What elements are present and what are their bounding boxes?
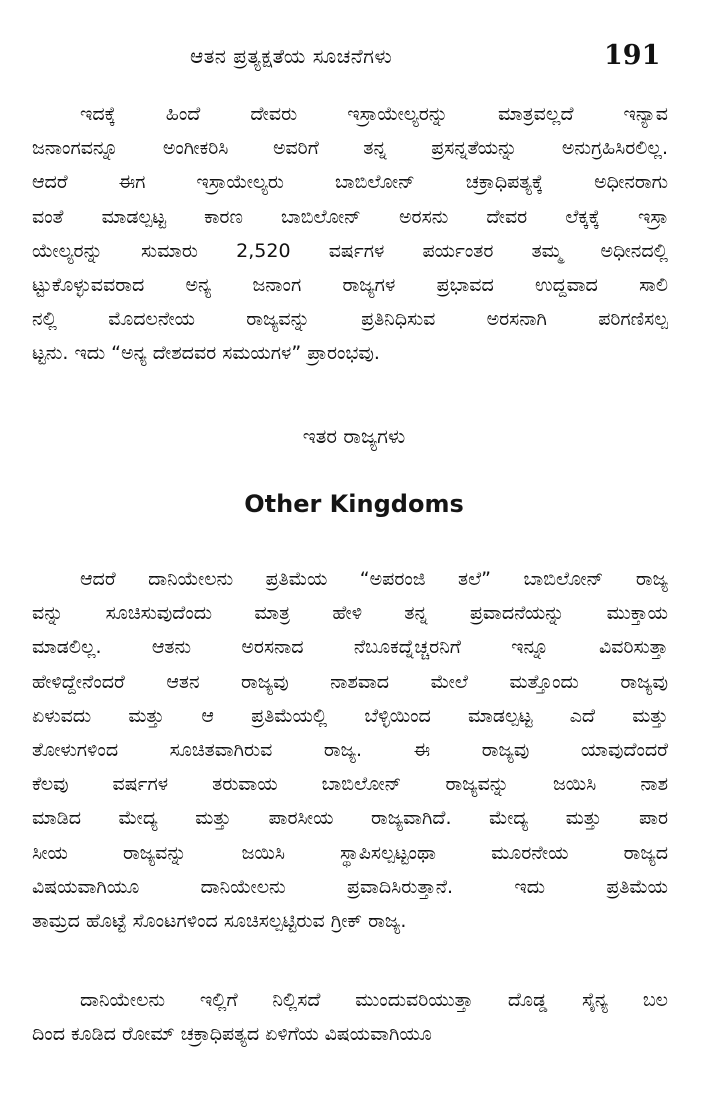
text-line: ಟ್ಟುಕೊಳ್ಳುವವರಾದ ಅನ್ಯ ಜನಾಂಗ ರಾಜ್ಯಗಳ ಪ್ರಭಾವದ ಉದ್ದವಾದ ಸಾಲಿ [32, 273, 668, 296]
running-title: ಆತನ ಪ್ರತ್ಯಕ್ಷತೆಯ ಸೂಚನೆಗಳು [190, 44, 393, 68]
running-header [0, 40, 708, 80]
text-line: ಆದರೆ ದಾನಿಯೇಲನು ಪ್ರತಿಮೆಯ “ಅಪರಂಜಿ ತಲೆ” ಬಾಬಿಲೋನ್ ರಾಜ್ಯ [80, 568, 668, 590]
section-heading-english: Other Kingdoms [244, 490, 464, 518]
text-line: ವಂತೆ ಮಾಡಲ್ಪಟ್ಟ ಕಾರಣ ಬಾಬಿಲೋನ್ ಅರಸನು ದೇವರ ಲೆಕ್ಕಕ್ಕೆ ಇಸ್ರಾ [32, 205, 668, 228]
text-line: ಜನಾಂಗವನ್ನೂ ಅಂಗೀಕರಿಸಿ ಅವರಿಗೆ ತನ್ನ ಪ್ರಸನ್ನತೆಯನ್ನು ಅನುಗ್ರಹಿಸಿರಲಿಲ್ಲ. [32, 137, 668, 160]
text-line: ನಲ್ಲಿ ಮೊದಲನೇಯ ರಾಜ್ಯವನ್ನು ಪ್ರತಿನಿಧಿಸುವ ಅರಸನಾಗಿ ಪರಿಗಣಿಸಲ್ಪ [32, 308, 668, 331]
text-line: ದಿಂದ ಕೂಡಿದ ರೋಮ್ ಚಕ್ರಾಧಿಪತ್ಯದ ಏಳಿಗೆಯ ವಿಷಯವಾಗಿಯೂ [32, 1023, 432, 1046]
text-line: ವನ್ನು ಸೂಚಿಸುವುದೆಂದು ಮಾತ್ರ ಹೇಳಿ ತನ್ನ ಪ್ರವಾದನೆಯನ್ನು ಮುಕ್ತಾಯ [32, 602, 668, 625]
text-line: ಕೆಲವು ವರ್ಷಗಳ ತರುವಾಯ ಬಾಬಿಲೋನ್ ರಾಜ್ಯವನ್ನು ಜಯಿಸಿ ನಾಶ [32, 773, 668, 796]
text-line: ಆದರೆ ಈಗ ಇಸ್ರಾಯೇಲ್ಯರು ಬಾಬಿಲೋನ್ ಚಕ್ರಾಧಿಪತ್ಯಕ್ಕೆ ಅಧೀನರಾಗು [32, 171, 668, 194]
paragraph-3 [32, 983, 668, 1051]
text-line: ಮಾಡಲಿಲ್ಲ. ಆತನು ಅರಸನಾದ ನೆಬೂಕದ್ನೆಚ್ಚರನಿಗೆ ಇನ್ನೂ ವಿವರಿಸುತ್ತಾ [32, 636, 668, 659]
text-line: ಸೀಯ ರಾಜ್ಯವನ್ನು ಜಯಿಸಿ ಸ್ಥಾಪಿಸಲ್ಪಟ್ಟಂಥಾ ಮೂರನೇಯ ರಾಜ್ಯದ [32, 841, 668, 864]
section-heading-kannada: ಇತರ ರಾಜ್ಯಗಳು [302, 424, 406, 448]
text-line: ಯೇಲ್ಯರನ್ನು ಸುಮಾರು 2,520 ವರ್ಷಗಳ ಪರ್ಯಂತರ ತಮ್ಮ ಅಧೀನದಲ್ಲಿ [32, 239, 668, 262]
text-line: ಟ್ಟನು. ಇದು “ಅನ್ಯ ದೇಶದವರ ಸಮಯಗಳ” ಪ್ರಾರಂಭವು. [32, 342, 380, 365]
page-number: 191 [604, 40, 661, 71]
text-line: ಮಾಡಿದ ಮೇದ್ಯ ಮತ್ತು ಪಾರಸೀಯ ರಾಜ್ಯವಾಗಿದೆ. ಮೇದ್ಯ ಮತ್ತು ಪಾರ [32, 807, 668, 830]
paragraph-1 [32, 97, 668, 371]
text-line: ವಿಷಯವಾಗಿಯೂ ದಾನಿಯೇಲನು ಪ್ರವಾದಿಸಿರುತ್ತಾನೆ. ಇದು ಪ್ರತಿಮೆಯ [32, 875, 668, 898]
text-line: ಇದಕ್ಕೆ ಹಿಂದೆ ದೇವರು ಇಸ್ರಾಯೇಲ್ಯರನ್ನು ಮಾತ್ರವಲ್ಲದೆ ಇನ್ಯಾವ [80, 103, 668, 125]
text-line: ಏಳುವದು ಮತ್ತು ಆ ಪ್ರತಿಮೆಯಲ್ಲಿ ಬೆಳ್ಳಿಯಿಂದ ಮಾಡಲ್ಪಟ್ಟ ಎದೆ ಮತ್ತು [32, 704, 668, 727]
text-line: ತೋಳುಗಳಿಂದ ಸೂಚಿತವಾಗಿರುವ ರಾಜ್ಯ. ಈ ರಾಜ್ಯವು ಯಾವುದೆಂದರೆ [32, 738, 668, 761]
text-line: ದಾನಿಯೇಲನು ಇಲ್ಲಿಗೆ ನಿಲ್ಲಿಸದೆ ಮುಂದುವರಿಯುತ್ತಾ ದೊಡ್ಡ ಸೈನ್ಯ ಬಲ [80, 989, 668, 1011]
paragraph-2 [32, 562, 668, 938]
text-line: ಹೇಳಿದ್ದೇನೆಂದರೆ ಆತನ ರಾಜ್ಯವು ನಾಶವಾದ ಮೇಲೆ ಮತ್ತೊಂದು ರಾಜ್ಯವು [32, 670, 668, 693]
text-line: ತಾಮ್ರದ ಹೊಟ್ಟೆ ಸೊಂಟಗಳಿಂದ ಸೂಚಿಸಲ್ಪಟ್ಟಿರುವ ಗ್ರೀಕ್ ರಾಜ್ಯ. [32, 909, 407, 932]
